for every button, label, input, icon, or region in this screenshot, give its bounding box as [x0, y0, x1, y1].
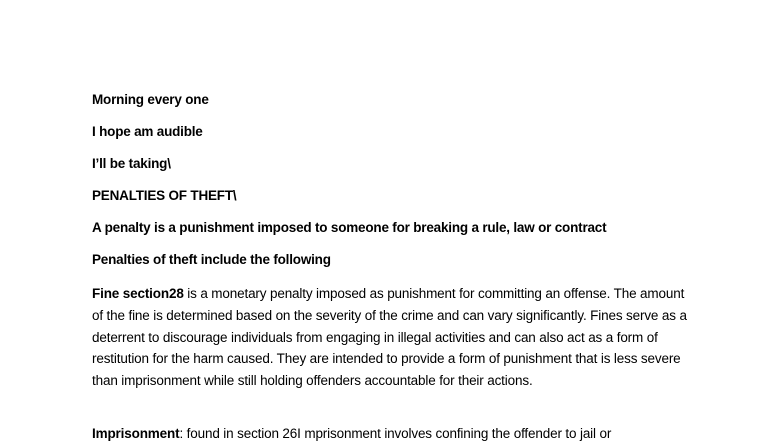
fine-paragraph [92, 283, 690, 392]
audible-line: I hope am audible [92, 124, 203, 139]
imprisonment-heading: Imprisonment [92, 426, 180, 441]
penalty-definition: A penalty is a punishment imposed to someone for breaking a rule, law or contract [92, 220, 607, 235]
fine-heading: Fine section28 [92, 286, 184, 301]
imprisonment-body: : found in section 26I mprisonment involves confining the offender to jail or [179, 426, 612, 441]
taking-line: I’ll be taking\ [92, 156, 171, 171]
penalties-intro: Penalties of theft include the following [92, 252, 331, 267]
fine-body: is a monetary penalty imposed as punishment for committing an offense. The amount of the fine is determined based on the severity of the crime and can vary significantly. Fines serve as a deterrent to discourage individuals from engaging in illegal activities and can also act as a form of restitution for the harm caused. They are intended to provide a form of punishment that is less severe than imprisonment while still holding offenders accountable for their actions. [92, 286, 687, 389]
imprisonment-paragraph [92, 423, 690, 441]
topic-heading: PENALTIES OF THEFT\ [92, 188, 237, 203]
greeting-line: Morning every one [92, 92, 209, 107]
